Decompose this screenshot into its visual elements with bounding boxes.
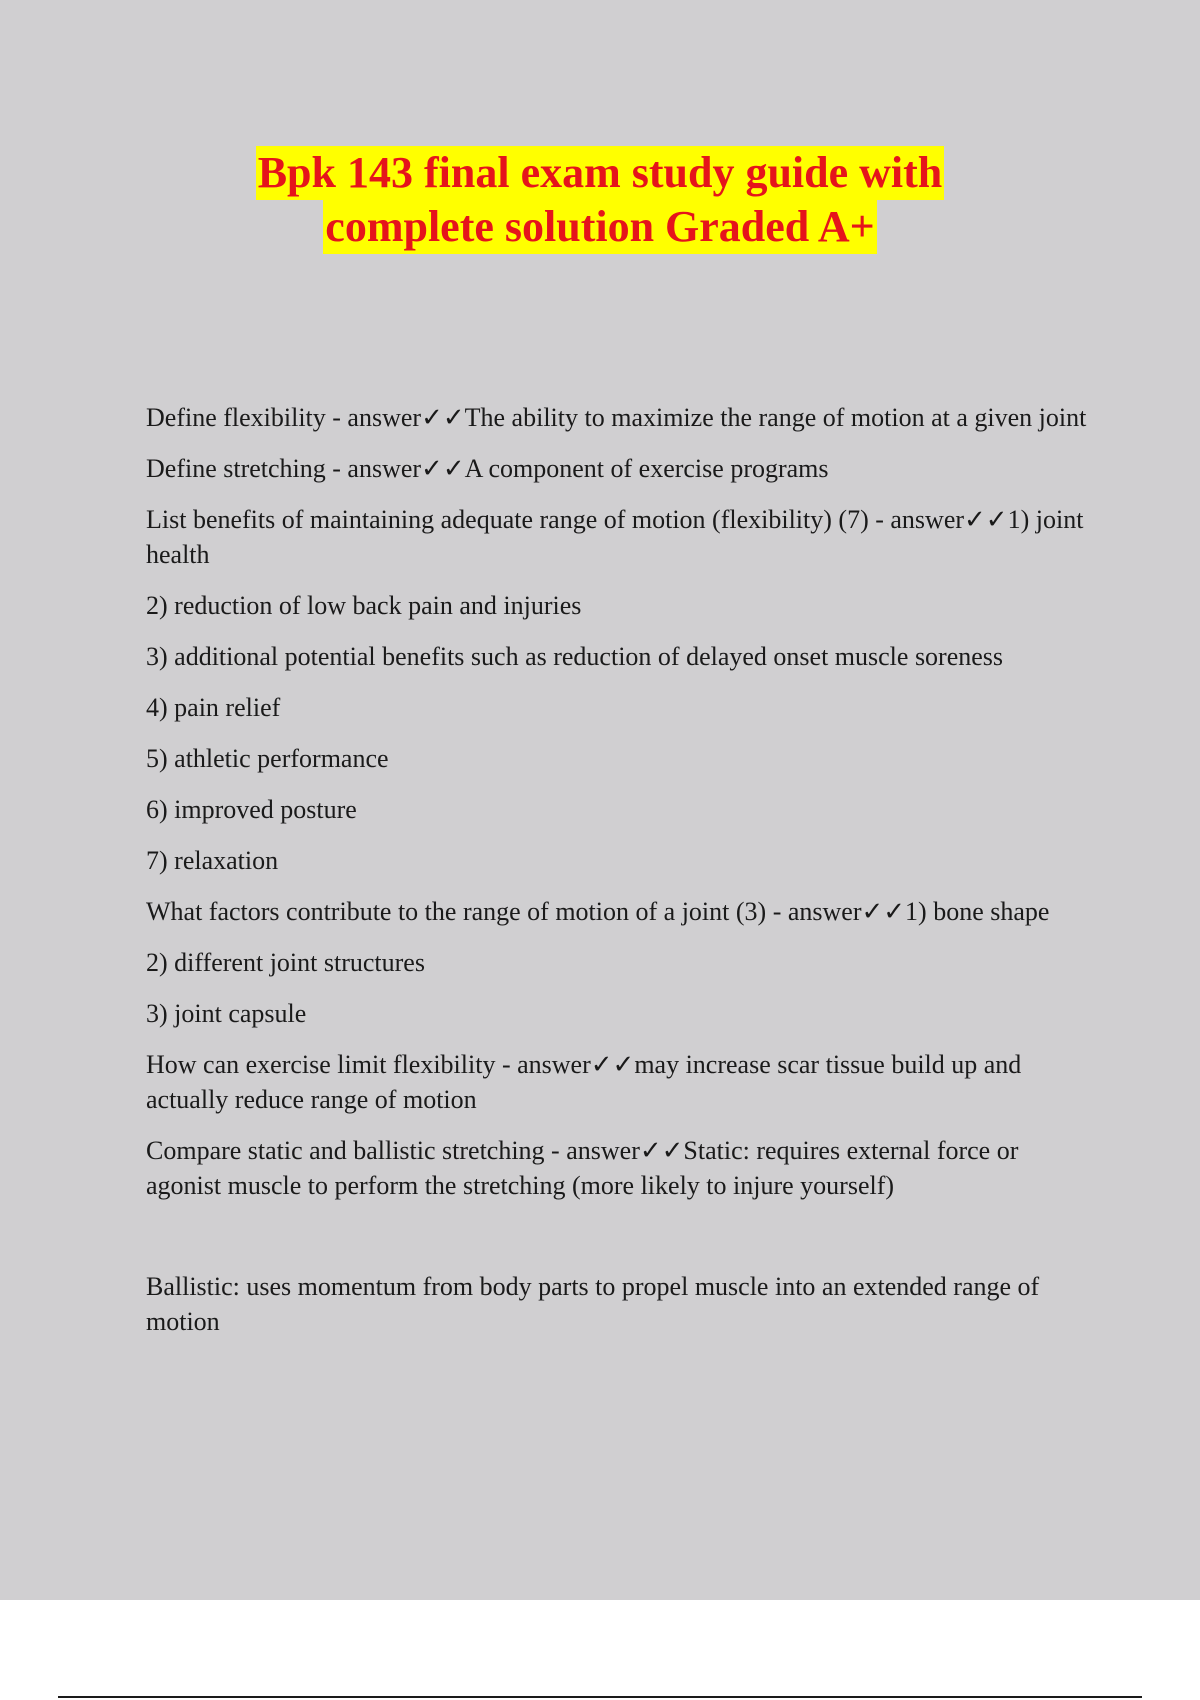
paragraph: Define stretching - answer✓✓A component of exercise programs [146,454,829,483]
paragraph: What factors contribute to the range of motion of a joint (3) - answer✓✓1) bone shape [146,897,1050,926]
title-line-2: complete solution Graded A+ [323,200,876,254]
list-item: 5) athletic performance [146,744,389,773]
list-item: 3) joint capsule [146,999,307,1028]
document-body [146,400,1096,1339]
paragraph: List benefits of maintaining adequate range of motion (flexibility) (7) - answer✓✓1) joint health [146,505,1084,569]
list-item: 3) additional potential benefits such as reduction of delayed onset muscle soreness [146,642,1004,671]
list-item: 6) improved posture [146,795,357,824]
paragraph: Compare static and ballistic stretching - answer✓✓Static: requires external force or agonist muscle to perform the stretching (more likely to injure yourself) [146,1136,1019,1200]
footer-divider [58,1696,1142,1698]
list-item: 7) relaxation [146,846,279,875]
list-item: 2) reduction of low back pain and injuries [146,591,582,620]
document-title [0,146,1200,254]
list-item: 4) pain relief [146,693,281,722]
paragraph: Ballistic: uses momentum from body parts to propel muscle into an extended range of motion [146,1272,1040,1336]
paragraph: How can exercise limit flexibility - answer✓✓may increase scar tissue build up and actually reduce range of motion [146,1050,1022,1114]
list-item: 2) different joint structures [146,948,425,977]
title-line-1: Bpk 143 final exam study guide with [256,146,945,200]
paragraph: Define flexibility - answer✓✓The ability to maximize the range of motion at a given joint [146,403,1087,432]
